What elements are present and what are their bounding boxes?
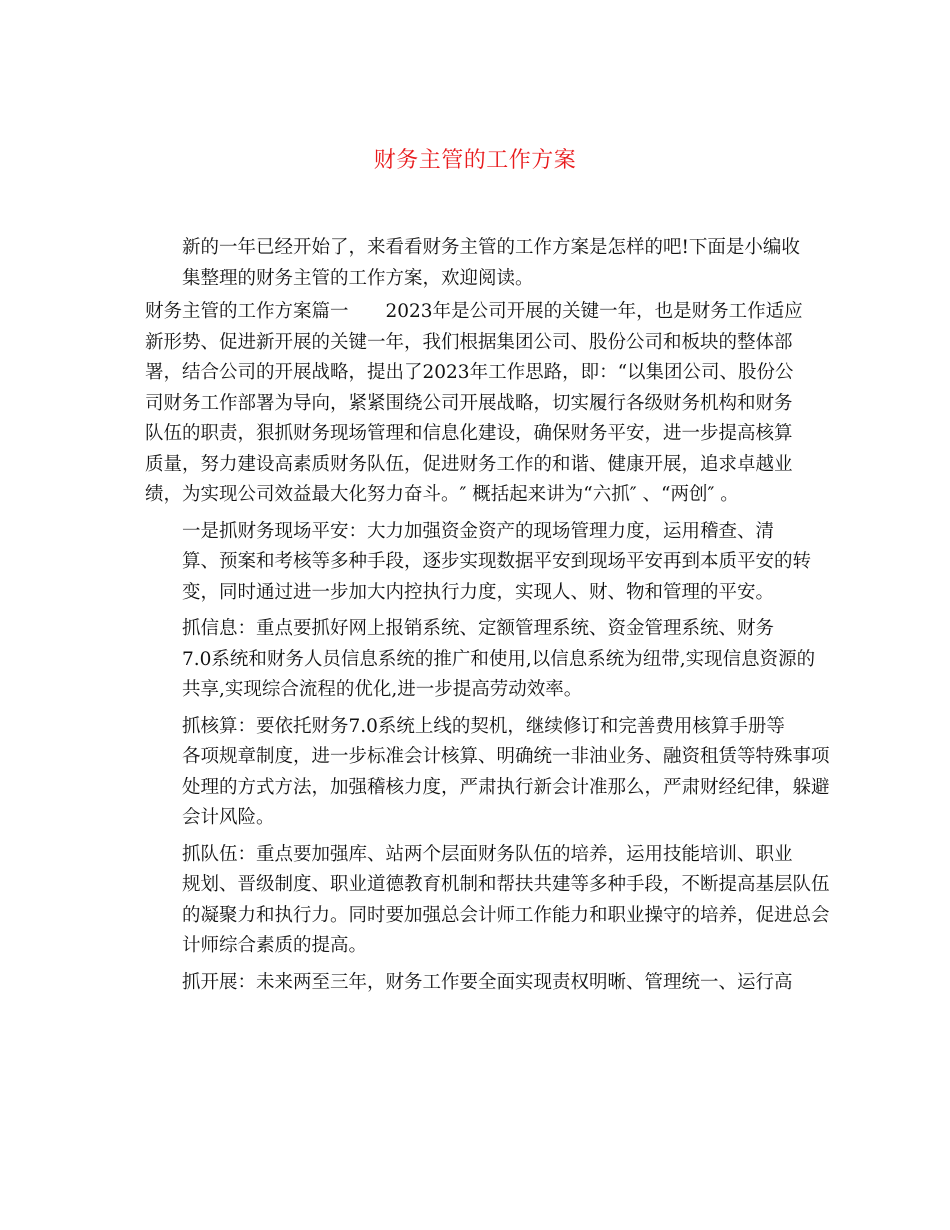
text-line: 变，同时通过进一步加大内控执行力度，实现人、财、物和管理的平安。 [182, 581, 775, 603]
text-line: 财务主管的工作方案篇一 2023年是公司开展的关键一年，也是财务工作适应 [145, 301, 803, 322]
paragraph-information [145, 614, 816, 706]
text-line: 处理的方式方法，加强稽核力度，严肃执行新会计准那么，严肃财经纪律，躲避 [182, 776, 830, 798]
text-line: 一是抓财务现场平安：大力加强资金资产的现场管理力度，运用稽查、清 [182, 520, 775, 542]
text-line: 规划、晋级制度、职业道德教育机制和帮扶共建等多种手段，不断提高基层队伍 [182, 874, 830, 895]
text-line: 抓信息：重点要抓好网上报销系统、定额管理系统、资金管理系统、财务 [182, 618, 775, 639]
paragraph-safety [145, 517, 812, 609]
text-line: 的凝聚力和执行力。同时要加强总会计师工作能力和职业操守的培养，促进总会 [182, 904, 830, 926]
text-line: 会计风险。 [182, 807, 275, 828]
text-line: 抓开展：未来两至三年，财务工作要全面实现责权明晰、管理统一、运行高 [182, 971, 793, 993]
text-line: 抓核算：要依托财务7.0系统上线的契机，继续修订和完善费用核算手册等 [182, 715, 785, 737]
text-line: 署，结合公司的开展战略，提出了2023年工作思路，即：“以集团公司、股份公 [145, 362, 794, 383]
text-line: 队伍的职责，狠抓财务现场管理和信息化建设，确保财务平安，进一步提高核算 [145, 423, 793, 444]
text-line: 7.0系统和财务人员信息系统的推广和使用,以信息系统为纽带,实现信息资源的 [182, 648, 816, 670]
paragraph-team [145, 840, 830, 962]
text-line: 新形势、促进新开展的关键一年，我们根据集团公司、股份公司和板块的整体部 [145, 331, 793, 353]
document-title: 财务主管的工作方案 [373, 148, 577, 173]
text-line: 抓队伍：重点要加强库、站两个层面财务队伍的培养，运用技能培训、职业 [182, 843, 793, 865]
text-line: 共享,实现综合流程的优化,进一步提高劳动效率。 [182, 679, 583, 700]
text-line: 计师综合素质的提高。 [182, 935, 368, 956]
text-line: 绩，为实现公司效益最大化努力奋斗。″ 概括起来讲为“六抓″ 、“两创″ 。 [145, 484, 739, 505]
text-line: 算、预案和考核等多种手段，逐步实现数据平安到现场平安再到本质平安的转 [182, 551, 812, 572]
text-line: 各项规章制度，进一步标准会计核算、明确统一非油业务、融资租赁等特殊事项 [182, 746, 830, 767]
paragraph-intro [145, 233, 807, 294]
text-line: 新的一年已经开始了，来看看财务主管的工作方案是怎样的吧!下面是小编收 [182, 237, 800, 258]
text-line: 司财务工作部署为导向，紧紧围绕公司开展战略，切实履行各级财务机构和财务 [145, 392, 793, 414]
paragraph-plan-one [145, 297, 807, 511]
paragraph-development [145, 968, 807, 999]
paragraph-accounting [145, 712, 830, 834]
text-line: 集整理的财务主管的工作方案，欢迎阅读。 [182, 267, 534, 289]
text-line: 质量，努力建设高素质财务队伍，促进财务工作的和谐、健康开展，追求卓越业 [145, 453, 793, 475]
document-body [145, 233, 830, 998]
